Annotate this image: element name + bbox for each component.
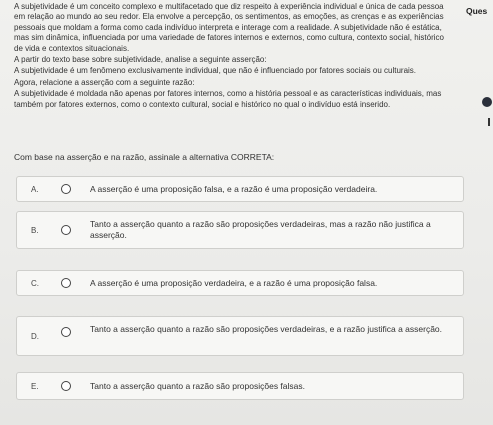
- radio-button[interactable]: [61, 327, 71, 337]
- option-text: Tanto a asserção quanto a razão são proposições falsas.: [90, 381, 305, 391]
- question-prompt: Com base na asserção e na razão, assinale a alternativa CORRETA:: [14, 152, 275, 162]
- option-letter: A.: [31, 185, 39, 194]
- radio-button[interactable]: [61, 225, 71, 235]
- option-e[interactable]: [16, 372, 464, 400]
- option-letter: E.: [31, 382, 39, 391]
- option-c[interactable]: [16, 270, 464, 296]
- instruction-reason: Agora, relacione a asserção com a seguinte razão:: [14, 77, 195, 87]
- option-b[interactable]: [16, 211, 464, 249]
- side-panel-marker-icon: [488, 118, 490, 126]
- radio-button[interactable]: [61, 381, 71, 391]
- option-a[interactable]: [16, 176, 464, 202]
- base-text: A subjetividade é um conceito complexo e multifacetado que diz respeito à experiência individual e única de cada pessoa em relação ao mundo ao seu redor. Ela envolve a percepção, os sentimentos, as emoções, as crenças e as experiências pessoais que moldam a forma como cada indivíduo interpreta e interage com a realidade. A subjetividade não é estática, mas sim dinâmica, influenciada por uma variedade de fatores internos e externos, como cultura, contexto social, histórico de vida e contextos situacionais.: [14, 2, 444, 53]
- option-text: Tanto a asserção quanto a razão são proposições verdadeiras, e a razão justifica a asserção.: [90, 324, 443, 334]
- option-text: A asserção é uma proposição verdadeira, e a razão é uma proposição falsa.: [90, 278, 378, 288]
- option-letter: D.: [31, 332, 39, 341]
- option-letter: C.: [31, 279, 39, 288]
- option-d[interactable]: [16, 316, 464, 356]
- side-panel-label[interactable]: Ques: [466, 6, 488, 16]
- assertion-text: A subjetividade é um fenômeno exclusivamente individual, que não é influenciado por fatores sociais ou culturais.: [14, 66, 417, 76]
- side-panel-dot-icon[interactable]: [482, 97, 492, 107]
- question-text: [14, 2, 454, 111]
- option-text: A asserção é uma proposição falsa, e a razão é uma proposição verdadeira.: [90, 184, 378, 194]
- option-text: Tanto a asserção quanto a razão são proposições verdadeiras, mas a razão não justifica a asserção.: [90, 219, 431, 240]
- option-letter: B.: [31, 226, 39, 235]
- instruction-assertion: A partir do texto base sobre subjetividade, analise a seguinte asserção:: [14, 55, 267, 65]
- radio-button[interactable]: [61, 278, 71, 288]
- radio-button[interactable]: [61, 184, 71, 194]
- reason-text: A subjetividade é moldada não apenas por fatores internos, como a história pessoal e as características individuais, mas também por fatores externos, como o contexto cultural, social e histórico no qual o indivíduo está inserido.: [14, 89, 442, 109]
